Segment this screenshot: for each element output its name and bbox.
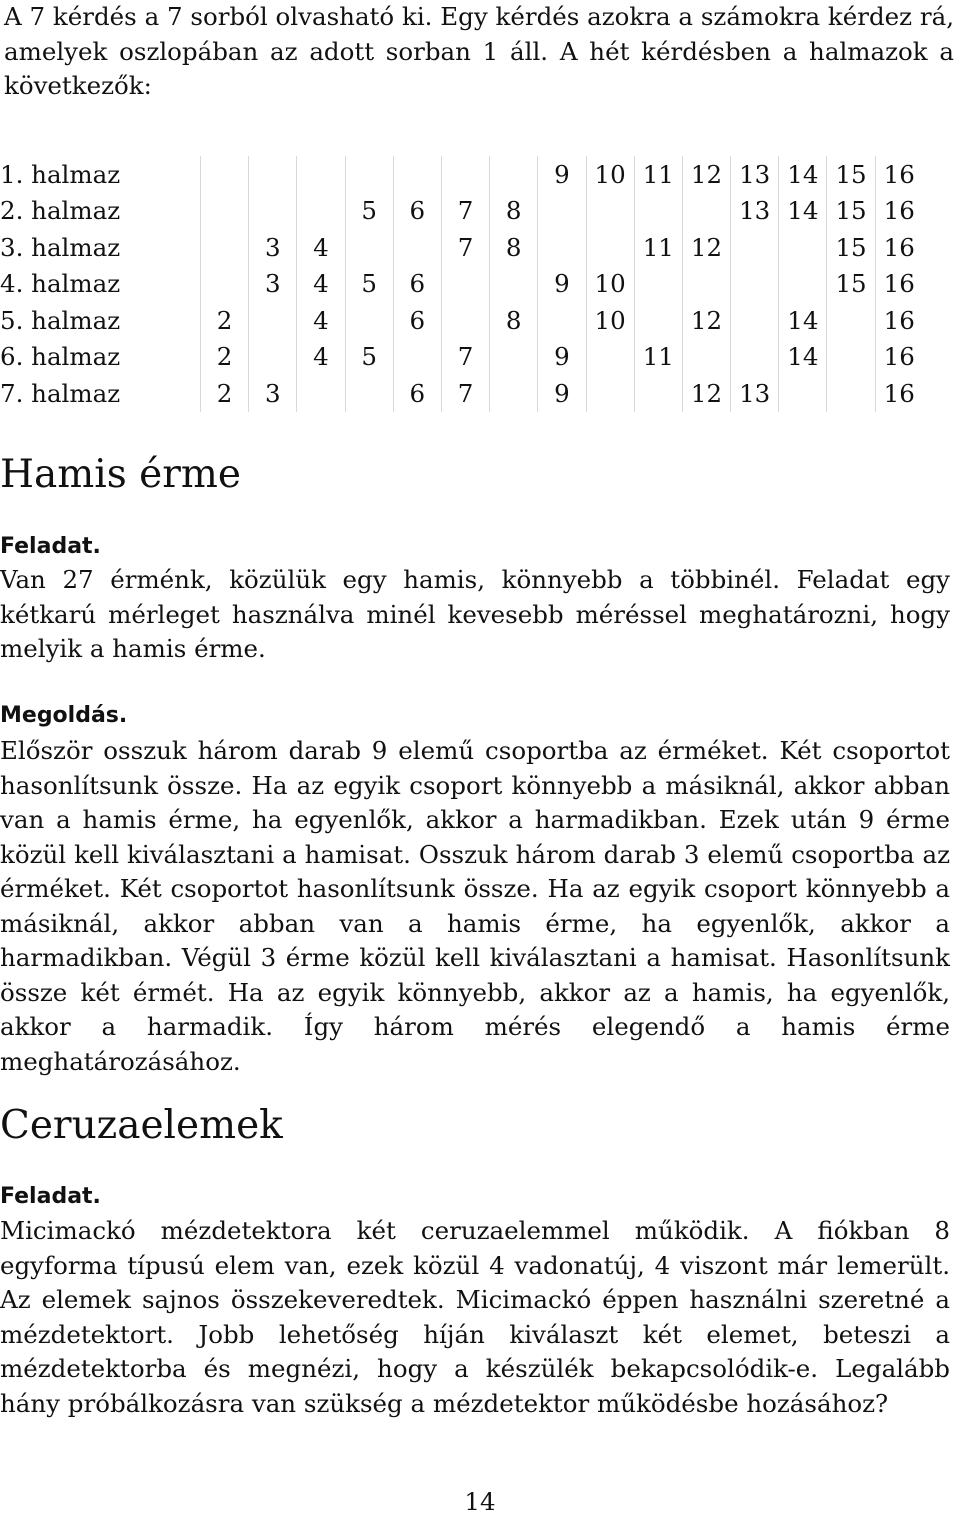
table-cell: 16 — [875, 156, 923, 193]
table-cell: 14 — [779, 193, 827, 230]
task-paragraph-2: Micimackó mézdetektora két ceruzaelemmel működik. A fiókban 8 egyforma típusú elem van, ezek közül 4 vadonatúj, 4 viszont már lemerült. Az elemek sajnos összekeveredtek. Micimackó éppen használni szeretné a mézdetektort. Jobb lehetőség híján kiválaszt két elemet, beteszi a mézdetektorba és megnézi, hogy a készülék bekapcsolódik-e. Legalább hány próbálkozásra van szükség a mézdetektor működésbe hozásához? — [0, 1216, 950, 1418]
table-cell — [249, 339, 297, 376]
row-label: 5. halmaz — [0, 305, 121, 335]
table-cell — [249, 302, 297, 339]
table-cell: 9 — [538, 339, 586, 376]
table-cell: 16 — [875, 375, 923, 412]
table-cell — [393, 156, 441, 193]
sets-table — [0, 156, 923, 412]
table-cell: 3 — [249, 229, 297, 266]
solution-label: Megoldás. — [0, 703, 128, 728]
table-cell: 7 — [441, 229, 489, 266]
table-cell: 16 — [875, 229, 923, 266]
table-cell: 4 — [297, 266, 345, 303]
table-cell — [490, 375, 538, 412]
table-cell — [586, 339, 634, 376]
table-cell: 6 — [393, 302, 441, 339]
table-cell: 4 — [297, 229, 345, 266]
table-cell — [249, 156, 297, 193]
table-cell — [634, 266, 682, 303]
table-cell: 6 — [393, 193, 441, 230]
table-cell: 8 — [490, 193, 538, 230]
table-cell — [441, 266, 489, 303]
table-cell: 7 — [441, 193, 489, 230]
table-cell: 7 — [441, 375, 489, 412]
table-cell: 5 — [345, 193, 393, 230]
row-label: 7. halmaz — [0, 378, 121, 408]
table-cell — [441, 302, 489, 339]
page-number: 14 — [464, 1487, 496, 1516]
table-cell — [682, 266, 730, 303]
table-row — [0, 266, 923, 303]
table-cell — [490, 339, 538, 376]
table-cell: 10 — [586, 302, 634, 339]
table-cell: 2 — [201, 339, 249, 376]
table-cell: 15 — [827, 156, 875, 193]
table-cell — [297, 156, 345, 193]
table-cell: 14 — [779, 302, 827, 339]
table-cell: 16 — [875, 339, 923, 376]
table-cell: 15 — [827, 266, 875, 303]
table-cell — [586, 375, 634, 412]
table-cell: 12 — [682, 156, 730, 193]
table-cell — [201, 193, 249, 230]
task-label: Feladat. — [0, 534, 101, 559]
table-cell — [538, 229, 586, 266]
table-cell — [634, 302, 682, 339]
task-label-2: Feladat. — [0, 1184, 101, 1209]
table-row — [0, 375, 923, 412]
table-cell: 13 — [731, 193, 779, 230]
table-cell: 13 — [731, 156, 779, 193]
table-cell — [779, 375, 827, 412]
document-page — [4, 0, 954, 104]
row-label: 2. halmaz — [0, 196, 121, 226]
table-cell: 11 — [634, 156, 682, 193]
row-label: 4. halmaz — [0, 269, 121, 299]
table-cell — [249, 193, 297, 230]
table-cell: 3 — [249, 375, 297, 412]
table-cell: 2 — [201, 375, 249, 412]
table-cell — [201, 229, 249, 266]
table-cell: 7 — [441, 339, 489, 376]
table-cell: 16 — [875, 302, 923, 339]
table-cell: 14 — [779, 339, 827, 376]
table-cell: 15 — [827, 193, 875, 230]
table-row — [0, 156, 923, 193]
table-cell: 6 — [393, 266, 441, 303]
table-cell — [731, 229, 779, 266]
table-cell — [201, 156, 249, 193]
table-cell — [827, 339, 875, 376]
table-cell: 5 — [345, 339, 393, 376]
table-cell: 12 — [682, 302, 730, 339]
solution-paragraph: Először osszuk három darab 9 elemű csoportba az érméket. Két csoportot hasonlítsunk össze. Ha az egyik csoport könnyebb a másiknál, akkor abban van a hamis érme, ha egyenlők, akkor a harmadikban. Ezek után 9 érme közül kell kiválasztani a hamisat. Osszuk három darab 3 elemű csoportba az érméket. Két csoportot hasonlítsunk össze. Ha az egyik csoport könnyebb a másiknál, akkor abban van a hamis érme, ha egyenlők, akkor a harmadikban. Végül 3 érme közül kell kiválasztani a hamisat. Hasonlítsunk össze két érmét. Ha az egyik könnyebb, akkor az a hamis, ha egyenlők, akkor a harmadik. Így három mérés elegendő a hamis érme meghatározásához. — [0, 736, 950, 1076]
table-cell — [731, 266, 779, 303]
table-cell: 14 — [779, 156, 827, 193]
table-cell: 16 — [875, 193, 923, 230]
table-cell: 10 — [586, 266, 634, 303]
row-label: 6. halmaz — [0, 342, 121, 372]
table-cell: 12 — [682, 375, 730, 412]
table-row — [0, 302, 923, 339]
table-row — [0, 229, 923, 266]
table-cell — [682, 339, 730, 376]
table-cell — [297, 375, 345, 412]
section-title-hamis-erme: Hamis érme — [0, 452, 241, 497]
row-label: 3. halmaz — [0, 232, 121, 262]
table-cell: 4 — [297, 302, 345, 339]
table-cell — [682, 193, 730, 230]
table-cell: 13 — [731, 375, 779, 412]
table-row — [0, 339, 923, 376]
table-cell — [779, 229, 827, 266]
table-cell — [827, 302, 875, 339]
table-cell — [201, 266, 249, 303]
table-cell — [779, 266, 827, 303]
table-cell — [586, 229, 634, 266]
table-cell — [490, 156, 538, 193]
table-cell: 8 — [490, 302, 538, 339]
table-cell: 9 — [538, 156, 586, 193]
table-cell — [345, 229, 393, 266]
table-cell: 5 — [345, 266, 393, 303]
task-paragraph: Van 27 érménk, közülük egy hamis, könnyebb a többinél. Feladat egy kétkarú mérleget használva minél kevesebb méréssel meghatározni, hogy melyik a hamis érme. — [0, 565, 950, 663]
table-cell — [345, 156, 393, 193]
table-cell: 4 — [297, 339, 345, 376]
table-cell: 15 — [827, 229, 875, 266]
row-label: 1. halmaz — [0, 159, 121, 189]
table-cell — [634, 375, 682, 412]
table-cell: 9 — [538, 375, 586, 412]
table-cell — [345, 302, 393, 339]
table-cell — [731, 339, 779, 376]
table-cell: 2 — [201, 302, 249, 339]
table-cell — [634, 193, 682, 230]
table-cell — [586, 193, 634, 230]
table-cell — [393, 229, 441, 266]
table-cell — [538, 302, 586, 339]
table-cell: 9 — [538, 266, 586, 303]
table-cell — [827, 375, 875, 412]
table-cell — [345, 375, 393, 412]
table-cell: 11 — [634, 229, 682, 266]
table-cell: 8 — [490, 229, 538, 266]
table-cell: 16 — [875, 266, 923, 303]
table-cell — [490, 266, 538, 303]
table-row — [0, 193, 923, 230]
section-title-ceruzaelemek: Ceruzaelemek — [0, 1103, 283, 1148]
table-cell: 12 — [682, 229, 730, 266]
intro-paragraph: A 7 kérdés a 7 sorból olvasható ki. Egy kérdés azokra a számokra kérdez rá, amelyek oszlopában az adott sorban 1 áll. A hét kérdésben a halmazok a következők: — [4, 2, 954, 100]
table-cell: 3 — [249, 266, 297, 303]
table-cell — [393, 339, 441, 376]
table-cell — [297, 193, 345, 230]
table-cell: 6 — [393, 375, 441, 412]
table-cell — [538, 193, 586, 230]
table-cell — [441, 156, 489, 193]
table-cell: 11 — [634, 339, 682, 376]
table-cell: 10 — [586, 156, 634, 193]
table-cell — [731, 302, 779, 339]
